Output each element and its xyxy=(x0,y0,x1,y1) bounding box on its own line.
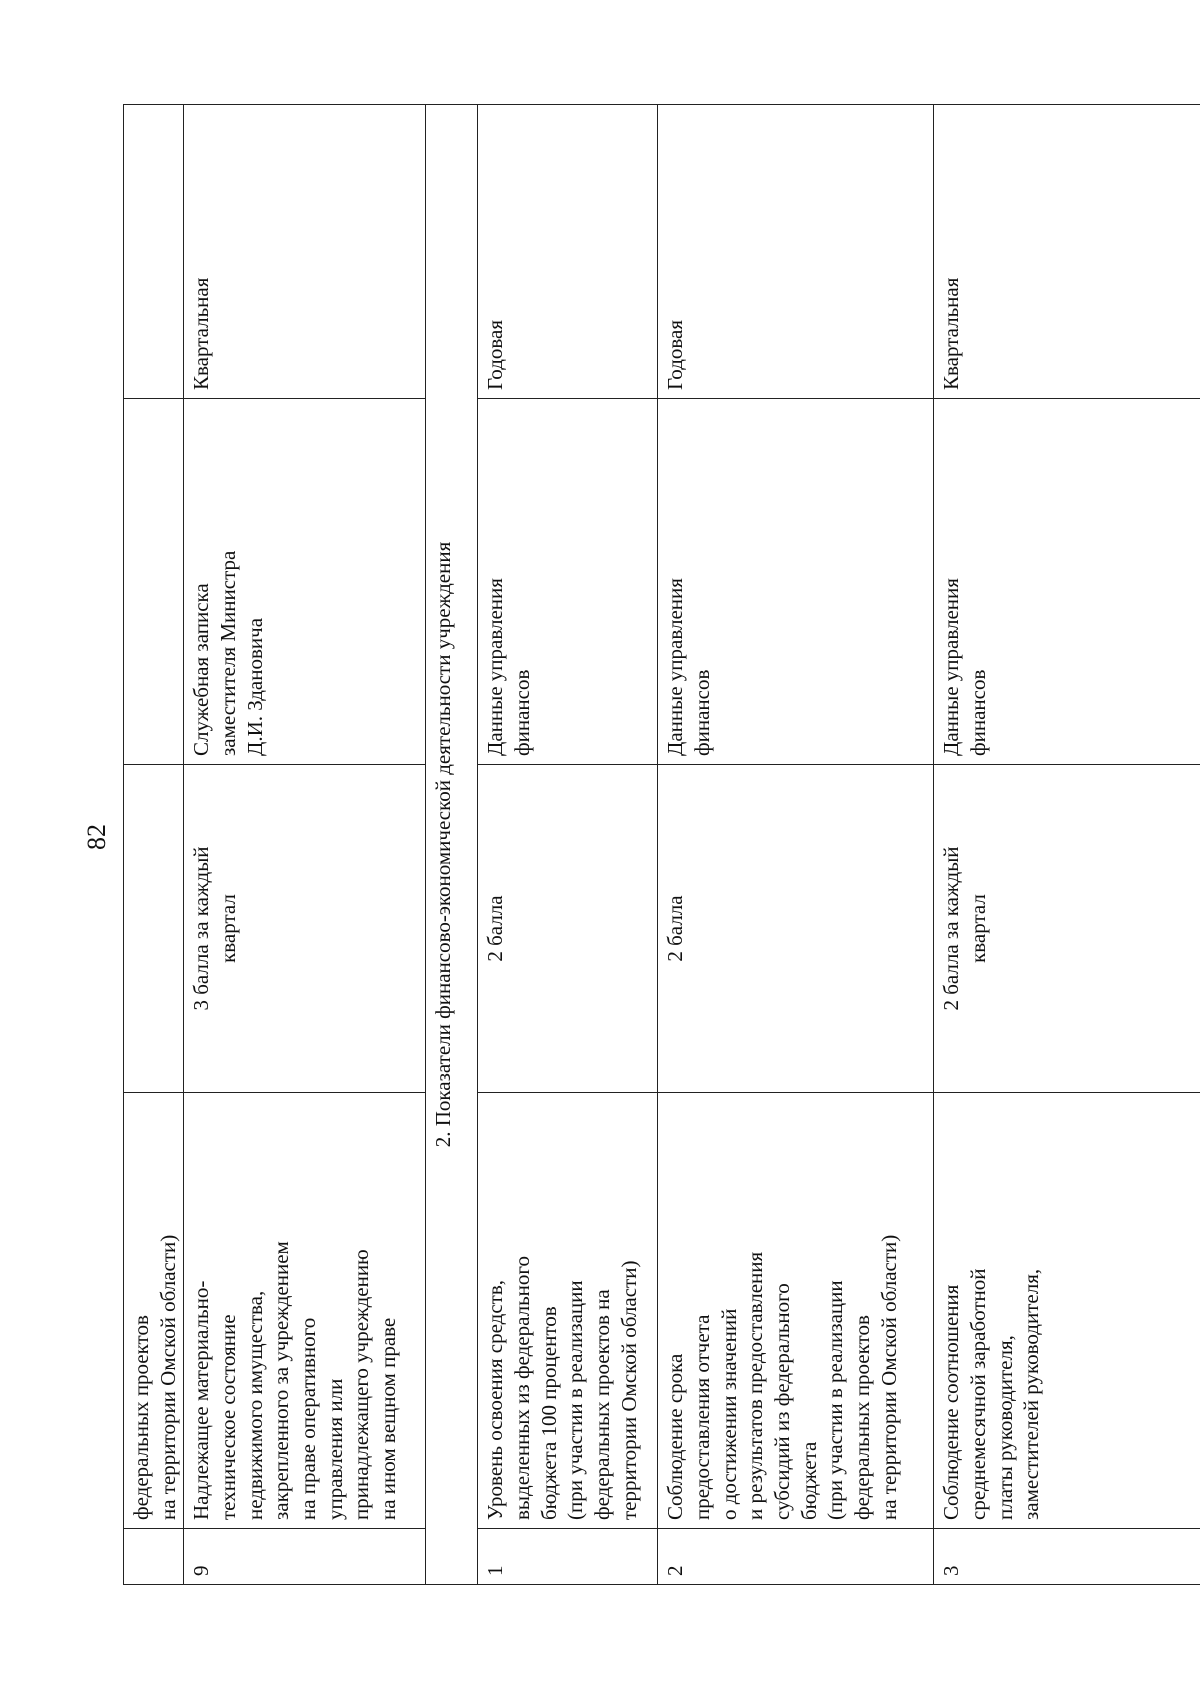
indicator-line: бюджета 100 процентов xyxy=(536,1306,561,1520)
indicator-line: на ином вещном праве xyxy=(375,1317,400,1520)
indicator-cell xyxy=(124,1093,184,1529)
table-row xyxy=(934,105,1200,1585)
frequency-cell xyxy=(124,105,184,399)
source-line: Данные управления xyxy=(483,578,508,756)
indicator-line: закрепленного за учреждением xyxy=(269,1241,294,1520)
source-cell xyxy=(124,399,184,765)
source-cell xyxy=(184,399,426,765)
frequency-cell: Квартальная xyxy=(184,105,426,399)
score-cell xyxy=(658,765,934,1093)
indicator-line: выделенных из федерального xyxy=(509,1256,534,1520)
source-line: Данные управления xyxy=(939,578,964,756)
indicator-cell xyxy=(184,1093,426,1529)
row-number: 2 xyxy=(658,1529,934,1585)
source-line: Данные управления xyxy=(663,578,688,756)
indicator-line: и результатов предоставления xyxy=(743,1251,768,1520)
score-line: квартал xyxy=(965,894,990,963)
frequency-cell: Квартальная xyxy=(934,105,1200,399)
score-line: 2 балла xyxy=(663,895,688,962)
score-cell xyxy=(184,765,426,1093)
indicator-line: на территории Омской области) xyxy=(155,1234,180,1520)
indicator-line: федеральных проектов xyxy=(129,1315,153,1520)
indicator-line: Уровень освоения средств, xyxy=(483,1280,508,1520)
row-number: 1 xyxy=(478,1529,658,1585)
indicator-line: предоставления отчета xyxy=(689,1314,714,1520)
frequency-cell: Годовая xyxy=(478,105,658,399)
indicator-line: платы руководителя, xyxy=(992,1335,1017,1520)
indicator-line: бюджета xyxy=(796,1441,821,1520)
indicator-line: Надлежащее материально- xyxy=(189,1280,214,1520)
table-row xyxy=(658,105,934,1585)
row-number: 3 xyxy=(934,1529,1200,1585)
source-line: Служебная записка xyxy=(189,583,214,756)
table-row xyxy=(478,105,658,1585)
indicator-line: недвижимого имущества, xyxy=(242,1290,267,1520)
indicator-line: Соблюдение соотношения xyxy=(939,1284,964,1520)
page-number: 82 xyxy=(82,824,111,850)
frequency-cell: Годовая xyxy=(658,105,934,399)
score-cell xyxy=(934,765,1200,1093)
indicator-cell xyxy=(658,1093,934,1529)
section-title: 2. Показатели финансово-экономической деятельности учреждения xyxy=(426,105,478,1585)
indicator-line: техническое состояние xyxy=(215,1314,240,1520)
indicator-line: федеральных проектов на xyxy=(589,1289,614,1520)
rotated-table-container xyxy=(123,105,1200,1585)
indicator-line: на праве оперативного xyxy=(295,1317,320,1520)
score-line: 2 балла за каждый xyxy=(939,846,964,1011)
indicator-line: принадлежащего учреждению xyxy=(349,1249,374,1520)
source-line: финансов xyxy=(689,669,714,756)
indicator-cell xyxy=(478,1093,658,1529)
score-line: квартал xyxy=(215,894,240,963)
table-row xyxy=(124,105,184,1585)
source-line: финансов xyxy=(965,669,990,756)
indicator-line: заместителей руководителя, xyxy=(1019,1268,1044,1520)
indicator-line: управления или xyxy=(322,1378,347,1520)
source-cell xyxy=(934,399,1200,765)
section-row xyxy=(426,105,478,1585)
indicator-line: (при участии в реализации xyxy=(823,1280,848,1520)
source-line: финансов xyxy=(509,669,534,756)
row-number: 9 xyxy=(184,1529,426,1585)
indicator-line: о достижении значений xyxy=(716,1308,741,1520)
indicator-cell xyxy=(934,1093,1200,1529)
score-cell xyxy=(478,765,658,1093)
table-row xyxy=(184,105,426,1585)
row-number xyxy=(124,1529,184,1585)
source-line: заместителя Министра xyxy=(215,550,240,756)
criteria-table xyxy=(123,104,1200,1585)
indicator-line: субсидий из федерального xyxy=(769,1283,794,1520)
indicator-line: федеральных проектов xyxy=(849,1315,874,1520)
source-line: Д.И. Здановича xyxy=(242,617,267,756)
source-cell xyxy=(658,399,934,765)
indicator-line: (при участии в реализации xyxy=(563,1280,588,1520)
indicator-line: на территории Омской области) xyxy=(876,1234,901,1520)
source-cell xyxy=(478,399,658,765)
indicator-line: территории Омской области) xyxy=(616,1260,641,1520)
indicator-line: Соблюдение срока xyxy=(663,1353,688,1520)
indicator-line: среднемесячной заработной xyxy=(965,1268,990,1520)
score-line: 2 балла xyxy=(483,895,508,962)
score-line: 3 балла за каждый xyxy=(189,846,214,1011)
score-cell xyxy=(124,765,184,1093)
